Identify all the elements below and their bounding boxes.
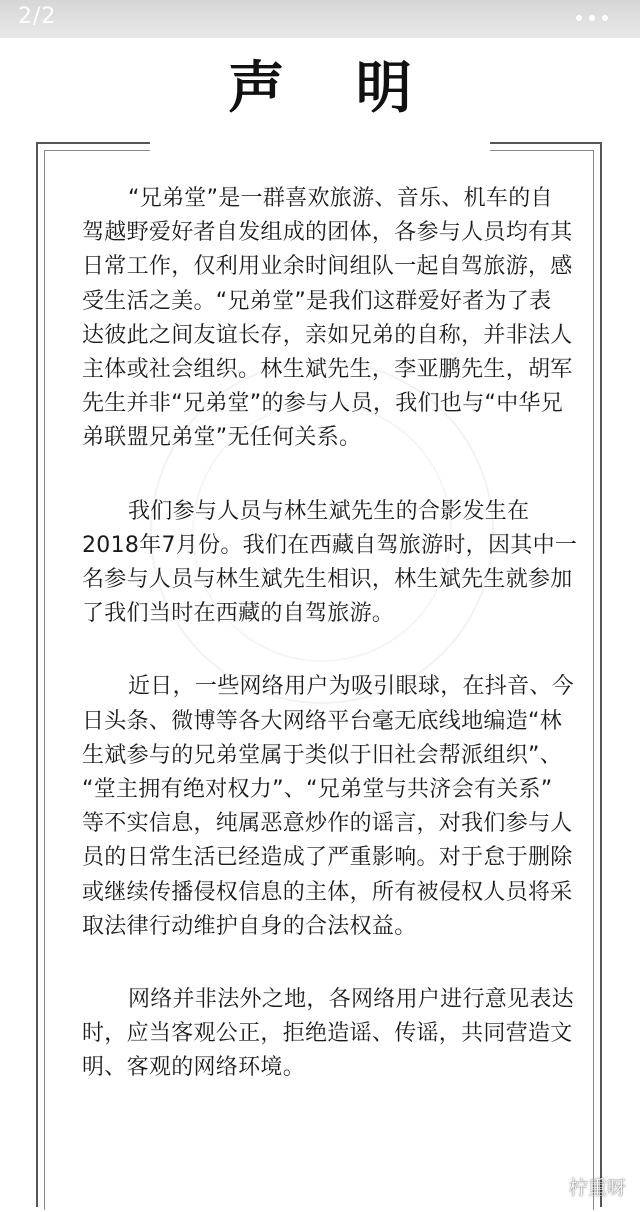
more-dot xyxy=(589,15,595,21)
text-line: 员的日常生活已经造成了严重影响。对于怠于删除 xyxy=(82,845,573,871)
paragraph-gap xyxy=(82,631,562,670)
paragraph-gap xyxy=(82,456,562,495)
statement-paragraph xyxy=(82,670,575,944)
statement-body xyxy=(82,182,578,1086)
text-line: “兄弟堂”是一群喜欢旅游、音乐、机车的自 xyxy=(128,186,553,211)
document-title: 声 明 xyxy=(228,56,438,121)
more-options-button[interactable] xyxy=(568,2,616,34)
text-line: 驾越野爱好者自发组成的团体，各参与人员均有其 xyxy=(82,220,573,246)
text-line: 取法律行动维护自身的合法权益。 xyxy=(82,913,417,939)
text-line: 生斌参与的兄弟堂属于类似于旧社会帮派组织”、 xyxy=(82,742,562,768)
text-line: 日常工作，仅利用业余时间组队一起自驾旅游，感 xyxy=(82,254,573,280)
text-line: 等不实信息，纯属恶意炒作的谣言，对我们参与人 xyxy=(82,811,573,837)
statement-paragraph xyxy=(82,495,578,632)
text-line: 名参与人员与林生斌先生相识，林生斌先生就参加 xyxy=(82,567,573,593)
more-dot xyxy=(602,15,608,21)
text-line: 受生活之美。“兄弟堂”是我们这群爱好者为了表 xyxy=(82,288,552,314)
paragraph-gap xyxy=(82,944,562,983)
statement-paragraph xyxy=(82,182,573,456)
text-line: 时，应当客观公正，拒绝造谣、传谣，共同营造文 xyxy=(82,1021,573,1047)
text-line: 达彼此之间友谊长存，亲如兄弟的自称，并非法人 xyxy=(82,322,573,348)
text-line: 先生并非“兄弟堂”的参与人员，我们也与“中华兄 xyxy=(82,391,564,417)
watermark-text: 柠重呀 xyxy=(568,1177,626,1199)
text-line: 弟联盟兄弟堂”无任何关系。 xyxy=(82,425,362,451)
text-line: 网络并非法外之地，各网络用户进行意见表达 xyxy=(128,987,575,1013)
text-line: 主体或社会组织。林生斌先生，李亚鹏先生，胡军 xyxy=(82,357,573,383)
text-line: 日头条、微博等各大网络平台毫无底线地编造“林 xyxy=(82,708,562,734)
page-counter: 2/2 xyxy=(18,4,57,29)
viewer-top-bar xyxy=(0,0,640,38)
text-line: 了我们当时在西藏的自驾旅游。 xyxy=(82,601,395,627)
text-line: 近日，一些网络用户为吸引眼球，在抖音、今 xyxy=(128,674,575,700)
text-line: 2018年7月份。我们在西藏自驾旅游时，因其中一 xyxy=(82,532,578,558)
more-horizontal-icon xyxy=(576,15,582,21)
text-line: 我们参与人员与林生斌先生的合影发生在 xyxy=(128,498,530,524)
statement-paragraph xyxy=(82,983,575,1086)
text-line: 或继续传播侵权信息的主体，所有被侵权人员将采 xyxy=(82,879,573,905)
text-line: 明、客观的网络环境。 xyxy=(82,1055,306,1081)
text-line: “堂主拥有绝对权力”、“兄弟堂与共济会有关系” xyxy=(82,777,553,803)
title-frame-gap xyxy=(150,120,490,160)
